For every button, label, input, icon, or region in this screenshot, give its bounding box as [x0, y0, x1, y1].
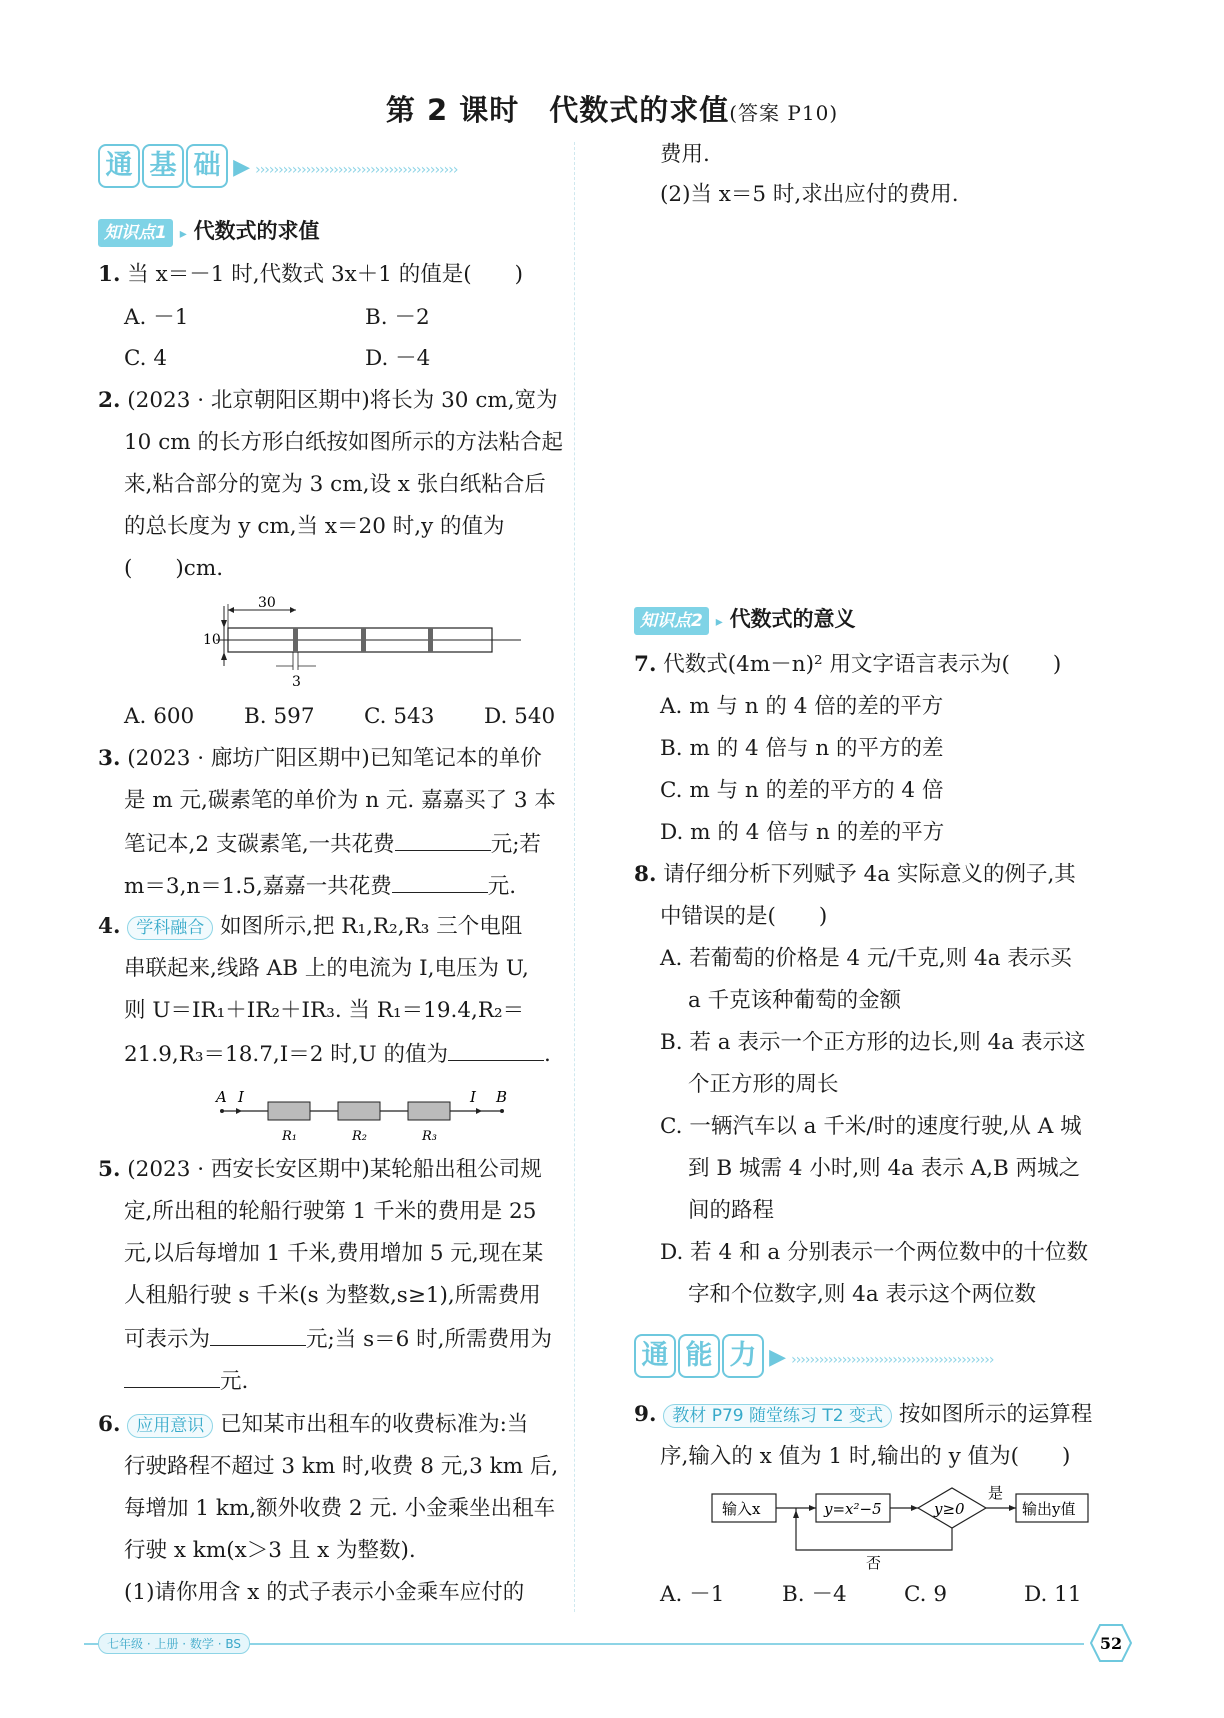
q2-option-b: B. 597	[244, 704, 315, 729]
circuit-figure	[212, 1086, 522, 1148]
q9-line-1: 9. 教材 P79 随堂练习 T2 变式 按如图所示的运算程	[634, 1402, 1093, 1427]
q7-option-d: D. m 的 4 倍与 n 的差的平方	[660, 820, 945, 845]
section-char: 基	[142, 144, 184, 188]
q5-line-1: 5. (2023 · 西安长安区期中)某轮船出租公司规	[98, 1157, 542, 1182]
q4-line-1: 4. 学科融合 如图所示,把 R₁,R₂,R₃ 三个电阻	[98, 914, 523, 939]
q6-line-4: 行驶 x km(x＞3 且 x 为整数).	[124, 1538, 416, 1563]
q2-line-2: 10 cm 的长方形白纸按如图所示的方法粘合起	[124, 430, 563, 455]
q8-option-b-2: 个正方形的周长	[688, 1072, 839, 1097]
r3-label: R₃	[422, 1129, 437, 1144]
q8-option-c-1: C. 一辆汽车以 a 千米/时的速度行驶,从 A 城	[660, 1114, 1082, 1139]
r1-label: R₁	[282, 1129, 297, 1144]
section-banner-ability	[634, 1334, 993, 1378]
q3-blank-2[interactable]	[392, 872, 488, 893]
overlap-1	[293, 628, 298, 652]
resistor-r2	[338, 1102, 380, 1120]
paper-strips-figure	[196, 596, 536, 692]
flow-yes-label: 是	[988, 1484, 1004, 1502]
flow-calc-label: y=x²−5	[824, 1500, 882, 1518]
page-number: 52	[1099, 1634, 1123, 1653]
resistor-r1	[268, 1102, 310, 1120]
q3-line-1: 3. (2023 · 廊坊广阳区期中)已知笔记本的单价	[98, 746, 542, 771]
section-char: 础	[186, 144, 228, 188]
q5-line-4: 人租船行驶 s 千米(s 为整数,s≥1),所需费用	[124, 1283, 541, 1308]
flow-no-label: 否	[866, 1554, 882, 1572]
section-char: 通	[634, 1334, 676, 1378]
q8-option-d-1: D. 若 4 和 a 分别表示一个两位数中的十位数	[660, 1240, 1088, 1265]
current-label-left: I	[238, 1088, 244, 1106]
q1-option-b: B. －2	[365, 305, 430, 330]
column-divider	[574, 142, 575, 1612]
arrow-icon: ▸	[715, 614, 723, 630]
q8-option-a-2: a 千克该种葡萄的金额	[688, 988, 902, 1013]
current-label-right: I	[470, 1088, 476, 1106]
q8-option-c-2: 到 B 城需 4 小时,则 4a 表示 A,B 两城之	[688, 1156, 1081, 1181]
q4-blank[interactable]	[448, 1040, 544, 1061]
knowledge-point-1: 知识点1 ▸ 代数式的求值	[98, 218, 320, 247]
length-label: 30	[258, 596, 276, 611]
q5-blank-2[interactable]	[124, 1367, 220, 1388]
q1-option-c: C. 4	[124, 346, 168, 371]
q9-option-b: B. －4	[782, 1582, 847, 1607]
q6-subject-tag: 应用意识	[127, 1414, 213, 1438]
q5-line-3: 元,以后每增加 1 千米,费用增加 5 元,现在某	[124, 1241, 544, 1266]
q2-line-4: 的总长度为 y cm,当 x＝20 时,y 的值为	[124, 514, 505, 539]
flow-condition-label: y≥0	[934, 1500, 965, 1518]
q1-option-d: D. －4	[365, 346, 431, 371]
q2-line-1: 2. (2023 · 北京朝阳区期中)将长为 30 cm,宽为	[98, 388, 558, 413]
q7-option-a: A. m 与 n 的 4 倍的差的平方	[660, 694, 944, 719]
q4-line-3: 则 U＝IR₁＋IR₂＋IR₃. 当 R₁＝19.4,R₂＝	[124, 998, 525, 1023]
q7-option-b: B. m 的 4 倍与 n 的平方的差	[660, 736, 944, 761]
section-char: 能	[678, 1334, 720, 1378]
q4-subject-tag: 学科融合	[127, 916, 213, 940]
q6-right-1: 费用.	[660, 142, 710, 167]
q8-line-2: 中错误的是( )	[660, 904, 828, 929]
q9-option-d: D. 11	[1024, 1582, 1082, 1607]
q6-line-2: 行驶路程不超过 3 km 时,收费 8 元,3 km 后,	[124, 1454, 559, 1479]
q8-option-b-1: B. 若 a 表示一个正方形的边长,则 4a 表示这	[660, 1030, 1086, 1055]
q8-option-a-1: A. 若葡萄的价格是 4 元/千克,则 4a 表示买	[660, 946, 1072, 971]
page-number-badge	[1090, 1623, 1132, 1663]
q9-line-2: 序,输入的 x 值为 1 时,输出的 y 值为( )	[660, 1444, 1071, 1469]
point-a-label: A	[216, 1088, 227, 1106]
q4-line-2: 串联起来,线路 AB 上的电流为 I,电压为 U,	[124, 956, 529, 981]
page-title: 第 2 课时 代数式的求值(答案 P10)	[385, 93, 839, 127]
q5-line-6: 元.	[124, 1367, 248, 1395]
q5-line-5: 可表示为 元;当 s＝6 时,所需费用为	[124, 1327, 552, 1352]
q3-line-2: 是 m 元,碳素笔的单价为 n 元. 嘉嘉买了 3 本	[124, 788, 556, 813]
section-banner-basic	[98, 144, 457, 188]
resistor-r3	[408, 1102, 450, 1120]
q1-option-a: A. －1	[124, 305, 189, 330]
q2-line-3: 来,粘合部分的宽为 3 cm,设 x 张白纸粘合后	[124, 472, 546, 497]
q2-line-5: ( )cm.	[124, 556, 224, 581]
q6-line-1: 6. 应用意识 已知某市出租车的收费标准为:当	[98, 1412, 529, 1437]
q3-line-4: m＝3,n＝1.5,嘉嘉一共花费 元.	[124, 874, 517, 899]
q7-stem: 7. 代数式(4m－n)² 用文字语言表示为( )	[634, 652, 1062, 677]
q9-option-a: A. －1	[660, 1582, 725, 1607]
flow-output-label: 输出y值	[1022, 1500, 1076, 1518]
r2-label: R₂	[352, 1129, 367, 1144]
q6-line-5: (1)请你用含 x 的式子表示小金乘车应付的	[124, 1580, 525, 1605]
q8-line-1: 8. 请仔细分析下列赋予 4a 实际意义的例子,其	[634, 862, 1076, 887]
chevron-decoration: ››››››››››››››››››››››››››››››››››››››››››››	[255, 162, 458, 178]
q3-line-3: 笔记本,2 支碳素笔,一共花费 元;若	[124, 832, 541, 857]
triangle-icon: ▶	[769, 1345, 787, 1370]
section-char: 力	[722, 1334, 764, 1378]
q2-option-c: C. 543	[364, 704, 435, 729]
q7-option-c: C. m 与 n 的差的平方的 4 倍	[660, 778, 944, 803]
flowchart-figure	[710, 1480, 1130, 1572]
section-char: 通	[98, 144, 140, 188]
q6-line-3: 每增加 1 km,额外收费 2 元. 小金乘坐出租车	[124, 1496, 556, 1521]
overlap-label: 3	[292, 674, 301, 690]
section-title-ability	[634, 1334, 764, 1378]
overlap-2	[361, 628, 366, 652]
section-title-basic	[98, 144, 228, 188]
q8-option-c-3: 间的路程	[688, 1198, 775, 1223]
q5-blank-1[interactable]	[210, 1325, 306, 1346]
answer-ref: (答案 P10)	[729, 101, 839, 125]
flow-input-label: 输入x	[722, 1500, 761, 1518]
width-label: 10	[203, 632, 221, 648]
arrow-icon: ▸	[179, 226, 187, 242]
overlap-3	[428, 628, 433, 652]
q1-stem: 1. 当 x＝－1 时,代数式 3x＋1 的值是( )	[98, 262, 524, 287]
q6-right-2: (2)当 x＝5 时,求出应付的费用.	[660, 182, 959, 207]
q5-line-2: 定,所出租的轮船行驶第 1 千米的费用是 25	[124, 1199, 537, 1224]
triangle-icon: ▶	[233, 155, 251, 180]
q2-option-a: A. 600	[124, 704, 195, 729]
footer-grade-tag: 七年级 · 上册 · 数学 · BS	[98, 1633, 250, 1654]
point-b-label: B	[496, 1088, 508, 1106]
q2-option-d: D. 540	[484, 704, 556, 729]
q4-line-4: 21.9,R₃＝18.7,I＝2 时,U 的值为 .	[124, 1042, 551, 1067]
q9-option-c: C. 9	[904, 1582, 948, 1607]
q3-blank-1[interactable]	[395, 830, 491, 851]
chevron-decoration: ››››››››››››››››››››››››››››››››››››››››››››	[791, 1352, 994, 1368]
q8-option-d-2: 字和个位数字,则 4a 表示这个两位数	[688, 1282, 1037, 1307]
knowledge-point-2: 知识点2 ▸ 代数式的意义	[634, 606, 856, 635]
q9-textbook-tag: 教材 P79 随堂练习 T2 变式	[663, 1404, 892, 1428]
